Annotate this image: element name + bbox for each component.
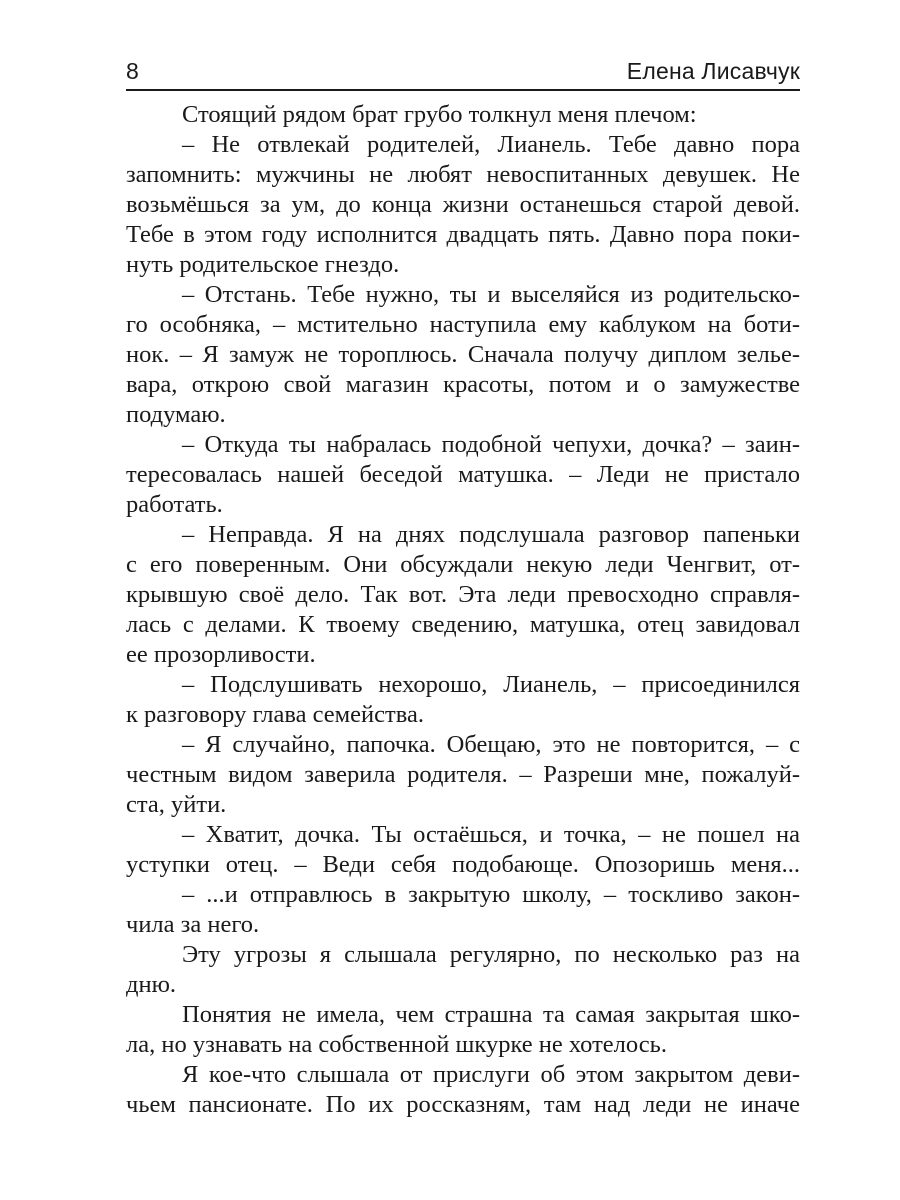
text-line: подумаю. [126,401,226,428]
text-line: дню. [126,971,177,998]
text-line: лась с делами. К твоему сведению, матушка, отец завидовал [126,611,800,638]
text-line: – Откуда ты набралась подобной чепухи, дочка? – заин- [182,431,800,458]
page-number: 8 [126,58,139,84]
text-line: честным видом заверила родителя. – Разреши мне, пожалуй- [126,761,800,788]
text-line: – Подслушивать нехорошо, Лианель, – присоединился [182,671,800,698]
text-line: уступки отец. – Веди себя подобающе. Опозоришь меня... [126,851,800,878]
text-line: – Неправда. Я на днях подслушала разговор папеньки [182,521,800,548]
text-line: работать. [126,491,223,518]
text-line: ла, но узнавать на собственной шкурке не хотелось. [126,1031,667,1058]
text-line: – Не отвлекай родителей, Лианель. Тебе давно пора [182,131,800,158]
text-line: – Я случайно, папочка. Обещаю, это не повторится, – с [182,731,800,758]
text-line: нок. – Я замуж не тороплюсь. Сначала получу диплом зелье- [126,341,800,368]
text-line: к разговору глава семейства. [126,701,424,728]
text-line: Стоящий рядом брат грубо толкнул меня плечом: [182,101,697,128]
text-line: Эту угрозы я слышала регулярно, по несколько раз на [182,941,800,968]
text-line: нуть родительское гнездо. [126,251,400,278]
text-line: Понятия не имела, чем страшна та самая закрытая шко- [182,1001,800,1028]
text-line: – ...и отправлюсь в закрытую школу, – тоскливо закон- [182,881,800,908]
text-line: вара, открою свой магазин красоты, потом и о замужестве [126,371,800,398]
text-line: возьмёшься за ум, до конца жизни останешься старой девой. [126,191,800,218]
header-rule [126,89,800,91]
text-line: – Отстань. Тебе нужно, ты и выселяйся из родительско- [182,281,800,308]
text-line: го особняка, – мстительно наступила ему каблуком на боти- [126,311,800,338]
text-line: запомнить: мужчины не любят невоспитанных девушек. Не [126,161,800,188]
text-line: ее прозорливости. [126,641,316,668]
text-line: – Хватит, дочка. Ты остаёшься, и точка, – не пошел на [182,821,800,848]
running-header [126,52,800,86]
text-line: Тебе в этом году исполнится двадцать пять. Давно пора поки- [126,221,800,248]
text-line: с его поверенным. Они обсуждали некую леди Ченгвит, от- [126,551,800,578]
text-line: чьем пансионате. По их россказням, там над леди не иначе [126,1091,800,1118]
text-line: крывшую своё дело. Так вот. Эта леди превосходно справля- [126,581,800,608]
text-line: ста, уйти. [126,791,227,818]
text-line: чила за него. [126,911,260,938]
text-line: Я кое-что слышала от прислуги об этом закрытом деви- [182,1061,800,1088]
text-line: тересовалась нашей беседой матушка. – Леди не пристало [126,461,800,488]
body-text [126,100,800,1120]
author-name: Елена Лисавчук [626,58,800,84]
